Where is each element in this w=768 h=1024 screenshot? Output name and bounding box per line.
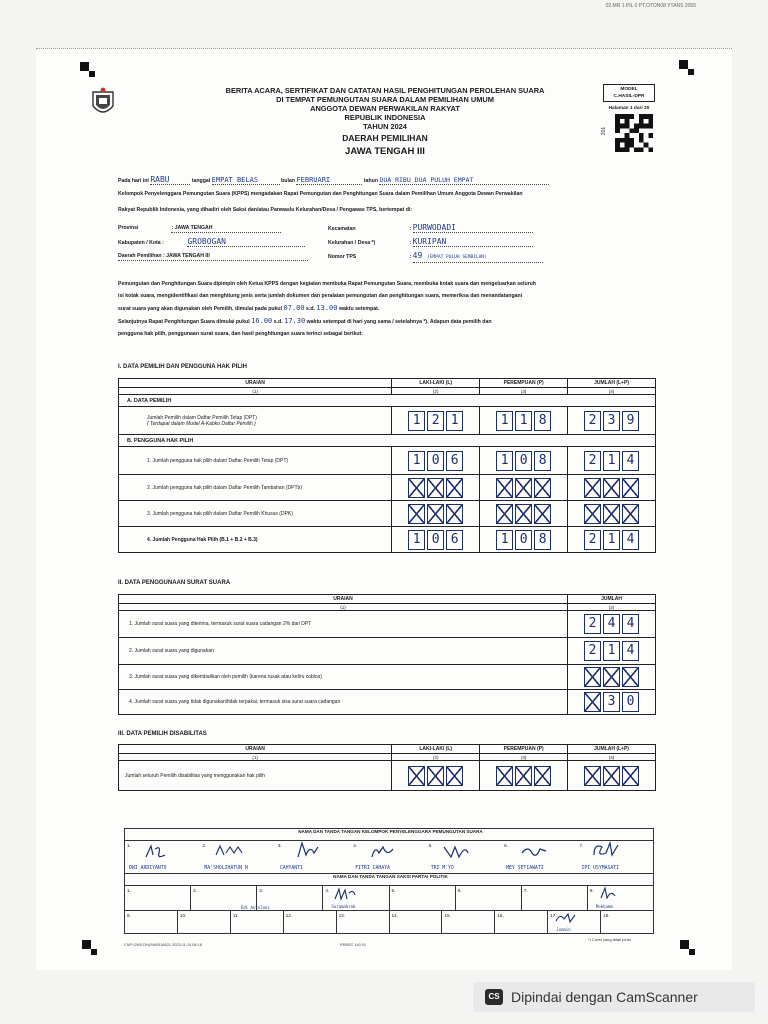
saksi-cell [601,911,653,933]
paragraph-line: pengguna hak pilih, penggunaan surat suara, dan hasil penghitungan suara terinci sebagai berikut: [118,331,364,337]
digit-box: 0 [622,692,639,712]
digit-box: 2 [427,411,444,431]
b4-row-label: 4. Jumlah Pengguna Hak Pilih (B.1 + B.2 + B.3) [119,527,392,553]
section-2-table [118,594,656,715]
crossed-box [622,504,639,524]
crossed-box [622,766,639,786]
kpps-signature-cell [427,841,502,873]
digit-box: 4 [603,614,620,634]
saksi-cell [456,886,522,910]
scan-header-text: 02.MR 1.PIL 0 PT.OTON08 YTANS 2055 [605,3,696,9]
saksi-number: 18. [603,913,610,918]
signer-number: 5. [428,843,433,848]
body-paragraph [118,278,663,340]
saksi-cell [390,911,443,933]
signature-scribble-icon [441,843,471,861]
model-line: MODEL [620,87,638,92]
digit-box: 1 [408,530,425,550]
col-laki: LAKI-LAKI (L) [392,379,480,388]
saksi-number: 11. [232,913,239,918]
surat-row-1-label: 1. Jumlah surat suara yang diterima, termasuk surat suara cadangan 2% dari DPT [119,611,568,638]
provinsi-label: Provinsi [118,225,139,231]
digit-box: 2 [584,641,601,661]
digit-box: 3 [603,411,620,431]
signer-number: 1. [127,843,131,848]
crossed-box [603,504,620,524]
col-number: (4) [568,388,656,395]
col-number: (3) [480,388,568,395]
saksi-cell [178,911,231,933]
crossed-box [446,504,463,524]
saksi-row-1 [125,886,654,911]
kpps-signature-cell [502,841,577,873]
opening-date-line [118,176,658,185]
digit-box: 1 [603,641,620,661]
paragraph-line: Pemungutan dan Penghitungan Suara dipimpin oleh Ketua KPPS dengan kegiatan membuka Rapat Pemungutan Suara, membuka kotak suara dan mengeluarkan seluruh [118,281,536,287]
signer-name: TRI M'YO [430,866,454,871]
col-number: (1) [119,388,392,395]
title-line: ANGGOTA DEWAN PERWAKILAN RAKYAT [310,104,460,113]
footer-note: *) Coret yang tidak perlu [588,937,632,942]
col-number: (2) [568,604,656,611]
footer-code: CNP-OW0-DH(SW0516621-2023-11-14 08:16 [124,943,202,947]
group-a-label: A. DATA PEMILIH [119,395,656,407]
saksi-cell [337,911,390,933]
registration-marker [680,940,689,949]
surat-row-4-label: 4. Jumlah surat suara yang tidak digunakan/tidak terpakai, termasuk sisa surat suara cadangan [119,690,568,715]
paragraph-text: waktu setempat. [338,306,380,312]
registration-marker [679,60,688,69]
crossed-box [515,766,532,786]
crossed-box [408,766,425,786]
tanggal-label: tanggal [191,178,211,184]
kpps-signature-title: NAMA DAN TANDA TANGAN KELOMPOK PENYELENGGARA PEMUNGUTAN SUARA [125,829,654,841]
digit-box: 1 [446,411,463,431]
b4-perempuan-boxes [480,527,568,553]
crossed-box [584,766,601,786]
b3-laki-boxes [392,501,480,527]
b2-jumlah-boxes [568,475,656,501]
saksi-number: 1. [127,888,131,893]
title-line: REPUBLIK INDONESIA [344,113,426,122]
saksi-name: Edi Antolani [240,905,270,910]
model-line: C.HASIL-DPR [613,94,645,99]
saksi-cell [442,911,495,933]
crossed-box [408,504,425,524]
b2-perempuan-boxes [480,475,568,501]
paragraph-text: surat suara yang akan digunakan oleh Pemilih, dimulai pada pukul [118,306,283,312]
paragraph-text: waktu setempat di hari yang sama / setelahnya *). Adapun data pemilih dan [306,319,492,325]
digit-box: 1 [603,530,620,550]
digit-box: 8 [534,411,551,431]
digit-box: 0 [515,530,532,550]
col-number: (1) [119,754,392,761]
surat-row-3-label: 3. Jumlah surat suara yang dikembalikan oleh pemilih (karena rusak atau keliru coblos) [119,665,568,690]
saksi-number: 9. [127,913,131,918]
b2-row-label: 2. Jumlah pengguna hak pilih dalam Daftar Pemilih Tambahan (DPTb) [119,475,392,501]
kabupaten-row [118,238,305,247]
tps-row: Nomor TPS : 49 (EMPAT PULUH SEMBILAN) [328,252,543,263]
group-b-label: B. PENGGUNA HAK PILIH [119,435,656,447]
tps-label: Nomor TPS [328,254,357,260]
saksi-number: 3. [259,888,264,893]
saksi-number: 2. [193,888,197,893]
b1-laki-boxes [392,447,480,475]
crossed-box [584,667,601,687]
b3-jumlah-boxes [568,501,656,527]
provinsi-value: : JAWA TENGAH [171,224,281,233]
digit-box: 2 [584,411,601,431]
paragraph-text: Selanjutnya Rapat Penghitungan Suara dimulai pukul [118,319,250,325]
saksi-signature-title: NAMA DAN TANDA TANGAN SAKSI PARTAI POLITIK [125,874,654,886]
crossed-box [427,478,444,498]
dpt-row-label [119,407,392,435]
digit-box: 2 [584,451,601,471]
saksi-name: Mokhamm [595,904,613,909]
saksi-cell [231,905,284,933]
kpps-signature-cells [125,841,653,873]
signer-name: IPI USYMASATI [581,866,620,871]
qr-number: 201 [601,126,608,136]
crossed-box [515,478,532,498]
col-uraian: URAIAN [119,745,392,754]
kecamatan-label: Kecamatan [328,226,356,232]
paragraph-line: Rakyat Republik Indonesia, yang dihadiri oleh Saksi dan/atau Panwaslu Kelurahan/Desa / Pengawas TPS, bertempat di: [118,207,413,213]
saksi-cell [548,911,601,933]
saksi-number: 17. [550,913,557,918]
paragraph-line: isi kotak suara, mengidentifikasi dan menghitung jenis serta jumlah dokumen dan peralatan pemungutan dan penghitungan suara, memeriksa dan menandatangani [118,293,523,299]
tahun-value: DUA RIBU DUA PULUH EMPAT [379,176,549,185]
signer-number: 4. [353,843,358,848]
crossed-box [584,478,601,498]
footer-barcode-text: RRBSC 140 01 [340,943,366,947]
bulan-label: bulan [281,178,295,184]
crossed-box [496,504,513,524]
disabilitas-laki-boxes [392,761,480,791]
b3-perempuan-boxes [480,501,568,527]
saksi-number: 15. [444,913,451,918]
col-uraian: URAIAN [119,595,568,604]
crossed-box [603,667,620,687]
signer-number: 7. [579,843,584,848]
crossed-box [584,504,601,524]
signer-number: 3. [277,843,282,848]
surat-row-2-label: 2. Jumlah surat suara yang digunakan [119,638,568,665]
surat-row-4-boxes [568,690,656,715]
digit-box: 1 [496,411,513,431]
kpps-signature-cell [578,841,653,873]
crossed-box [603,478,620,498]
digit-box: 1 [515,411,532,431]
digit-box: 9 [622,411,639,431]
crossed-box [534,478,551,498]
disabilitas-row-label: Jumlah seluruh Pemilih disabilitas yang menggunakan hak pilih [119,761,392,791]
digit-box: 3 [603,692,620,712]
camscanner-icon: CS [485,989,503,1005]
crossed-box [584,692,601,712]
start-time: 07.00 [283,304,305,312]
crossed-box [427,504,444,524]
signer-name: MEY SETIAWATI [506,866,544,871]
signature-scribble-icon [598,886,620,900]
saksi-cell [284,911,337,933]
crossed-box [622,478,639,498]
saksi-number: 6. [457,888,462,893]
signer-number: 2. [202,843,207,848]
crossed-box [446,478,463,498]
kelurahan-row: Kelurahan / Desa *) : KURIPAN [328,238,533,247]
section-1-table [118,378,656,553]
signer-number: 6. [504,843,508,848]
surat-row-3-boxes [568,665,656,690]
registration-marker [89,71,95,77]
title-line: TAHUN 2024 [363,122,407,131]
crossed-box [534,504,551,524]
digit-box: 1 [496,530,513,550]
dpt-sublabel: ( Terdapat dalam Model A-Kabko Daftar Pemilih ) [147,420,256,427]
signature-scribble-icon [369,843,397,861]
digit-box: 1 [603,451,620,471]
digit-box: 8 [534,530,551,550]
signature-scribble-icon [333,887,357,901]
saksi-cell [390,886,456,910]
dpt-perempuan-boxes [480,407,568,435]
form-title [180,86,590,157]
b2-laki-boxes [392,475,480,501]
signature-scribble-icon [294,841,322,861]
saksi-cell [495,911,548,933]
signer-name: FITRI CAHAYA [355,866,390,871]
kpps-signature-cell [351,841,426,873]
signature-scribble-icon [214,843,248,859]
kecamatan-row: Kecamatan : PURWODADI [328,224,533,233]
kelurahan-label: Kelurahan / Desa *) [328,240,376,246]
surat-row-1-boxes [568,611,656,638]
dpt-label: Jumlah Pemilih dalam Daftar Pemilih Tetap (DPT) [147,414,257,421]
tanggal-value: EMPAT BELAS [212,176,280,185]
bulan-value: FEBRUARI [296,176,362,185]
col-jumlah: JUMLAH [568,595,656,604]
b1-perempuan-boxes [480,447,568,475]
crossed-box [622,667,639,687]
signature-scribble-icon [520,843,548,859]
registration-marker [82,940,91,949]
digit-box: 1 [496,451,513,471]
surat-row-2-boxes [568,638,656,665]
disabilitas-perempuan-boxes [480,761,568,791]
sd-label: s.d. [306,306,315,312]
saksi-number: 5. [391,888,396,893]
section-3-table [118,744,656,791]
signer-name: MA'SHOLIHATUN N [204,866,248,871]
saksi-number: 10. [179,913,187,918]
kpps-signature-cell [125,841,200,873]
kpps-signature-cell [276,841,351,873]
camscanner-text: Dipindai dengan CamScanner [511,989,698,1005]
count-end-time: 17.30 [284,317,306,325]
dpt-laki-boxes [392,407,480,435]
tps-note: (EMPAT PULUH SEMBILAN) [427,255,487,260]
daerah-row [118,252,308,261]
col-number: (4) [568,754,656,761]
registration-marker [689,949,695,955]
saksi-cell [588,886,653,910]
title-line: BERITA ACARA, SERTIFIKAT DAN CATATAN HASIL PENGHITUNGAN PEROLEHAN SUARA [225,86,545,95]
camscanner-watermark [473,982,755,1012]
saksi-name: Jumain [556,927,571,932]
daerah-label: DAERAH PEMILIHAN [342,133,428,143]
col-number: (2) [392,388,480,395]
paragraph-line: Kelompok Penyelenggara Pemungutan Suara (KPPS) mengadakan Rapat Pemungutan dan Penghitungan Suara dalam Pemilihan Umum Anggota Dewan Perwakilan [118,191,523,197]
saksi-number: 12. [285,913,293,918]
hari-value: RABU [150,176,190,185]
end-time: 13.00 [316,304,338,312]
b1-jumlah-boxes [568,447,656,475]
hari-label: Pada hari ini [118,178,149,184]
digit-box: 1 [408,451,425,471]
registration-marker [91,949,97,955]
saksi-name: Suramakrob [331,904,356,909]
registration-marker [80,62,89,71]
kelurahan-value: KURIPAN [413,238,533,247]
digit-box: 0 [515,451,532,471]
digit-box: 2 [584,530,601,550]
signer-name: CAHYANTI [279,866,303,871]
col-perempuan: PEREMPUAN (P) [480,745,568,754]
digit-box: 4 [622,614,639,634]
col-jumlah: JUMLAH (L+P) [568,379,656,388]
page-number: Halaman 1 dari 20 [608,106,650,111]
col-number: (3) [480,754,568,761]
sd-label: s.d. [273,319,283,325]
crossed-box [427,766,444,786]
saksi-number: 13. [338,913,346,918]
b1-row-label: 1. Jumlah pengguna hak pilih dalam Daftar Pemilih Tetap (DPT) [119,447,392,475]
crossed-box [515,504,532,524]
digit-box: 0 [427,451,444,471]
col-jumlah: JUMLAH (L+P) [568,745,656,754]
signature-scribble-icon [554,911,578,925]
dpt-jumlah-boxes [568,407,656,435]
count-start-time: 16.00 [251,317,273,325]
start-time-line [118,302,663,315]
digit-box: 1 [408,411,425,431]
saksi-number: 7. [523,888,528,893]
digit-box: 6 [446,451,463,471]
digit-box: 2 [584,614,601,634]
section-2-title: II. DATA PENGGUNAAN SURAT SUARA [118,580,231,586]
tps-value: 49 [412,251,423,260]
tahun-label: tahun [363,178,378,184]
col-laki: LAKI-LAKI (L) [392,745,480,754]
saksi-number: 16. [497,913,504,918]
opening-paragraph [118,190,663,214]
crossed-box [446,766,463,786]
provinsi-row [118,224,281,233]
section-1-title: I. DATA PEMILIH DAN PENGGUNA HAK PILIH [118,364,247,370]
saksi-cell [125,886,191,910]
col-number: (1) [119,604,568,611]
col-number: (2) [392,754,480,761]
kpps-signature-cell [200,841,275,873]
saksi-number: 4. [325,888,330,893]
saksi-cell [125,911,178,933]
crossed-box [603,766,620,786]
count-time-line [118,315,663,328]
b4-jumlah-boxes [568,527,656,553]
kecamatan-value: PURWODADI [413,224,533,233]
crossed-box [496,478,513,498]
digit-box: 6 [446,530,463,550]
qr-code-icon [615,114,653,152]
signature-scribble-icon [143,843,173,861]
digit-box: 8 [534,451,551,471]
col-uraian: URAIAN [119,379,392,388]
signer-name: DWI ARDIYANTO [129,866,167,871]
crossed-box [408,478,425,498]
digit-box: 4 [622,641,639,661]
saksi-row-1-cells [125,886,653,910]
b4-laki-boxes [392,527,480,553]
b3-row-label: 3. Jumlah pengguna hak pilih dalam Daftar Pemilih Khusus (DPK) [119,501,392,527]
kabupaten-value: GROBOGAN [187,238,305,247]
daerah-value: JAWA TENGAH III [345,146,425,157]
kpps-signature-row [125,841,654,874]
saksi-number: 8. [589,888,594,893]
crossed-box [496,766,513,786]
crossed-box [534,766,551,786]
signature-scribble-icon [590,841,624,861]
digit-box: 0 [427,530,444,550]
daerah-pemilihan-label: Daerah Pemilihan : JAWA TENGAH III [118,252,308,261]
section-3-title: III. DATA PEMILIH DISABILITAS [118,731,207,737]
saksi-cell [522,886,588,910]
digit-box: 4 [622,451,639,471]
saksi-cell [323,886,389,910]
registration-marker [688,69,694,75]
model-box [603,84,655,102]
saksi-number: 14. [391,913,398,918]
kabupaten-label: Kabupaten / Kota : [118,240,164,246]
kpu-logo-icon [90,86,116,120]
digit-box: 4 [622,530,639,550]
title-line: DI TEMPAT PEMUNGUTAN SUARA DALAM PEMILIHAN UMUM [276,95,494,104]
signature-table [124,828,654,934]
col-perempuan: PEREMPUAN (P) [480,379,568,388]
disabilitas-jumlah-boxes [568,761,656,791]
